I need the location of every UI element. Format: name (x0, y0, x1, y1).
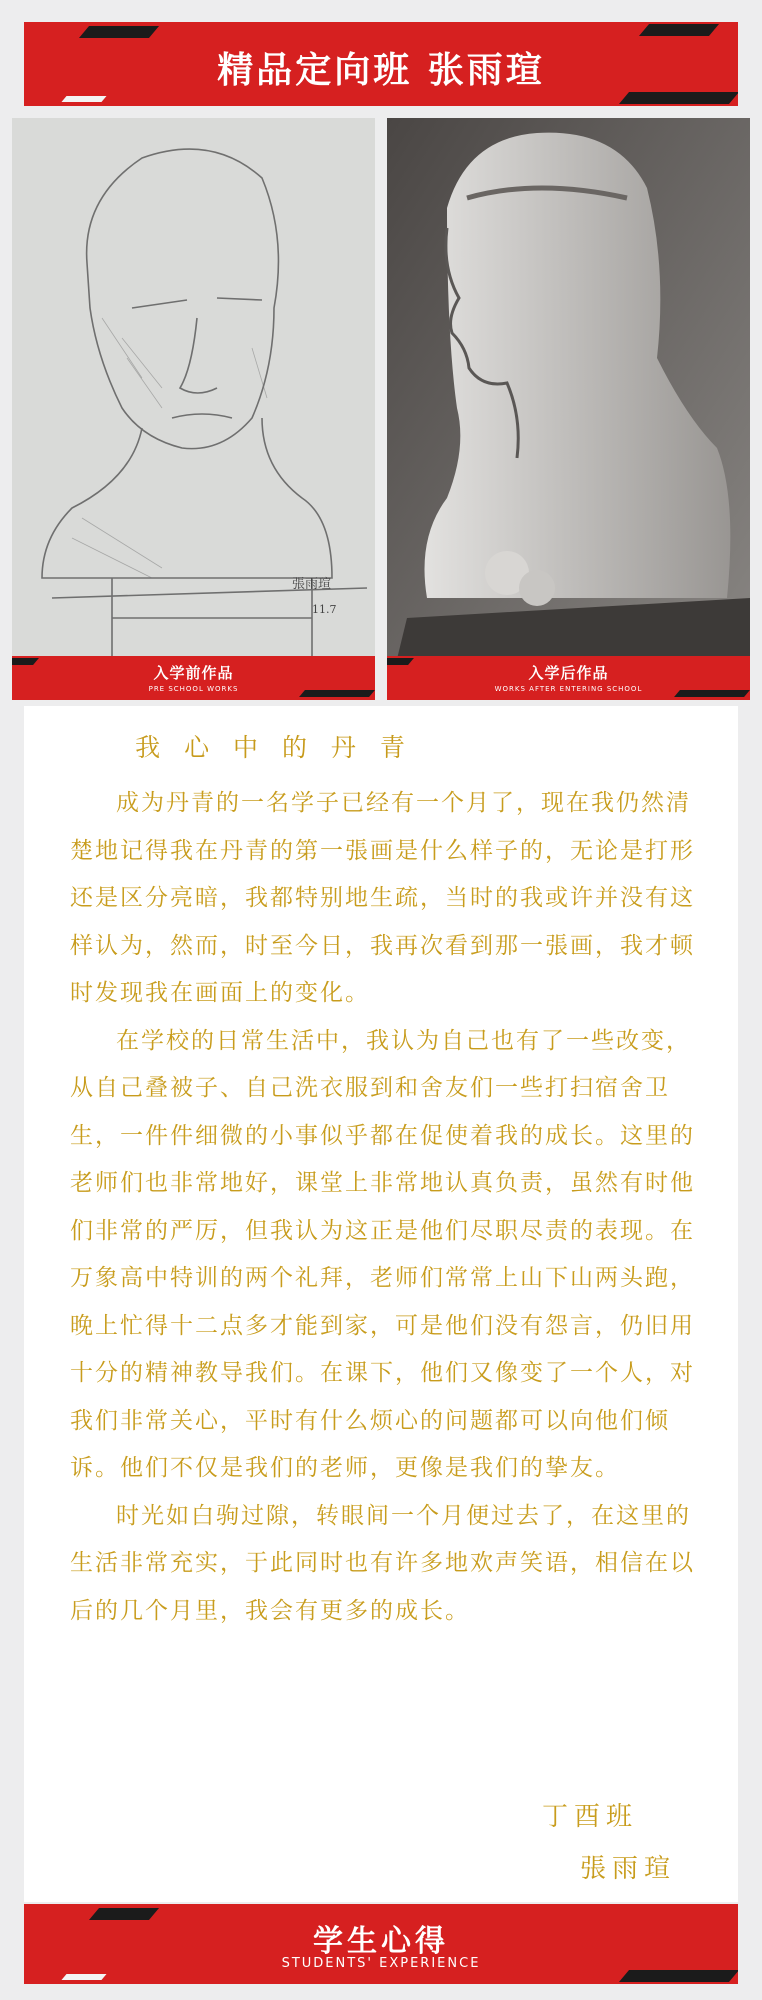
letter-body (70, 780, 710, 1635)
pre-school-work-image (12, 118, 375, 700)
letter-paragraph: 在学校的日常生活中，我认为自己也有了一些改变，从自己叠被子、自己洗衣服到和舍友们一些打扫宿舍卫生，一件件细微的小事似乎都在促使着我的成长。这里的老师们也非常地好，课堂上非常地认真负责，虽然有时他们非常的严厉，但我认为这正是他们尽职尽责的表现。在万象高中特训的两个礼拜，老师们常常上山下山两头跑，晚上忙得十二点多才能到家，可是他们没有怨言，仍旧用十分的精神教导我们。在课下，他们又像变了一个人，对我们非常关心，平时有什么烦心的问题都可以向他们倾诉。他们不仅是我们的老师，更像是我们的挚友。 (70, 1027, 695, 1481)
student-letter (24, 706, 738, 1902)
letter-paragraph: 时光如白驹过隙，转眼间一个月便过去了，在这里的生活非常充实，于此同时也有许多地欢声笑语，相信在以后的几个月里，我会有更多的成长。 (70, 1502, 695, 1624)
before-caption-label: 入学前作品 (153, 664, 234, 682)
banner-stripe (639, 24, 719, 36)
class-name: 丁酉班 (541, 1802, 638, 1832)
sketch-date: 11.7 (312, 603, 337, 616)
before-caption-label-en: PRE SCHOOL WORKS (148, 685, 239, 693)
letter-title: 我 心 中 的 丹 青 (135, 733, 413, 762)
banner-stripe (79, 26, 159, 38)
header-banner (24, 22, 738, 106)
banner-stripe (61, 1974, 106, 1980)
after-caption-label: 入学后作品 (528, 664, 609, 682)
letter-paragraph: 成为丹青的一名学子已经有一个月了，现在我仍然清楚地记得我在丹青的第一張画是什么样子的，无论是打形还是区分亮暗，我都特别地生疏，当时的我或许并没有这样认为，然而，时至今日，我再次看到那一張画，我才顿时发现我在画面上的变化。 (70, 790, 695, 1006)
banner-stripe (61, 96, 106, 102)
page-title: 精品定向班 张雨瑄 (217, 50, 545, 91)
after-caption (387, 656, 750, 700)
letter-signature: 張雨瑄 (579, 1854, 676, 1884)
before-caption (12, 656, 375, 700)
footer-title: 学生心得 (313, 1924, 449, 1959)
after-caption-label-en: WORKS AFTER ENTERING SCHOOL (494, 685, 643, 693)
sketch-signature: 張雨瑄 (292, 577, 332, 592)
footer-banner (24, 1904, 738, 1984)
footer-subtitle: STUDENTS' EXPERIENCE (281, 1956, 481, 1971)
banner-stripe (619, 92, 738, 104)
after-school-work-image (387, 118, 750, 700)
banner-stripe (619, 1970, 738, 1982)
